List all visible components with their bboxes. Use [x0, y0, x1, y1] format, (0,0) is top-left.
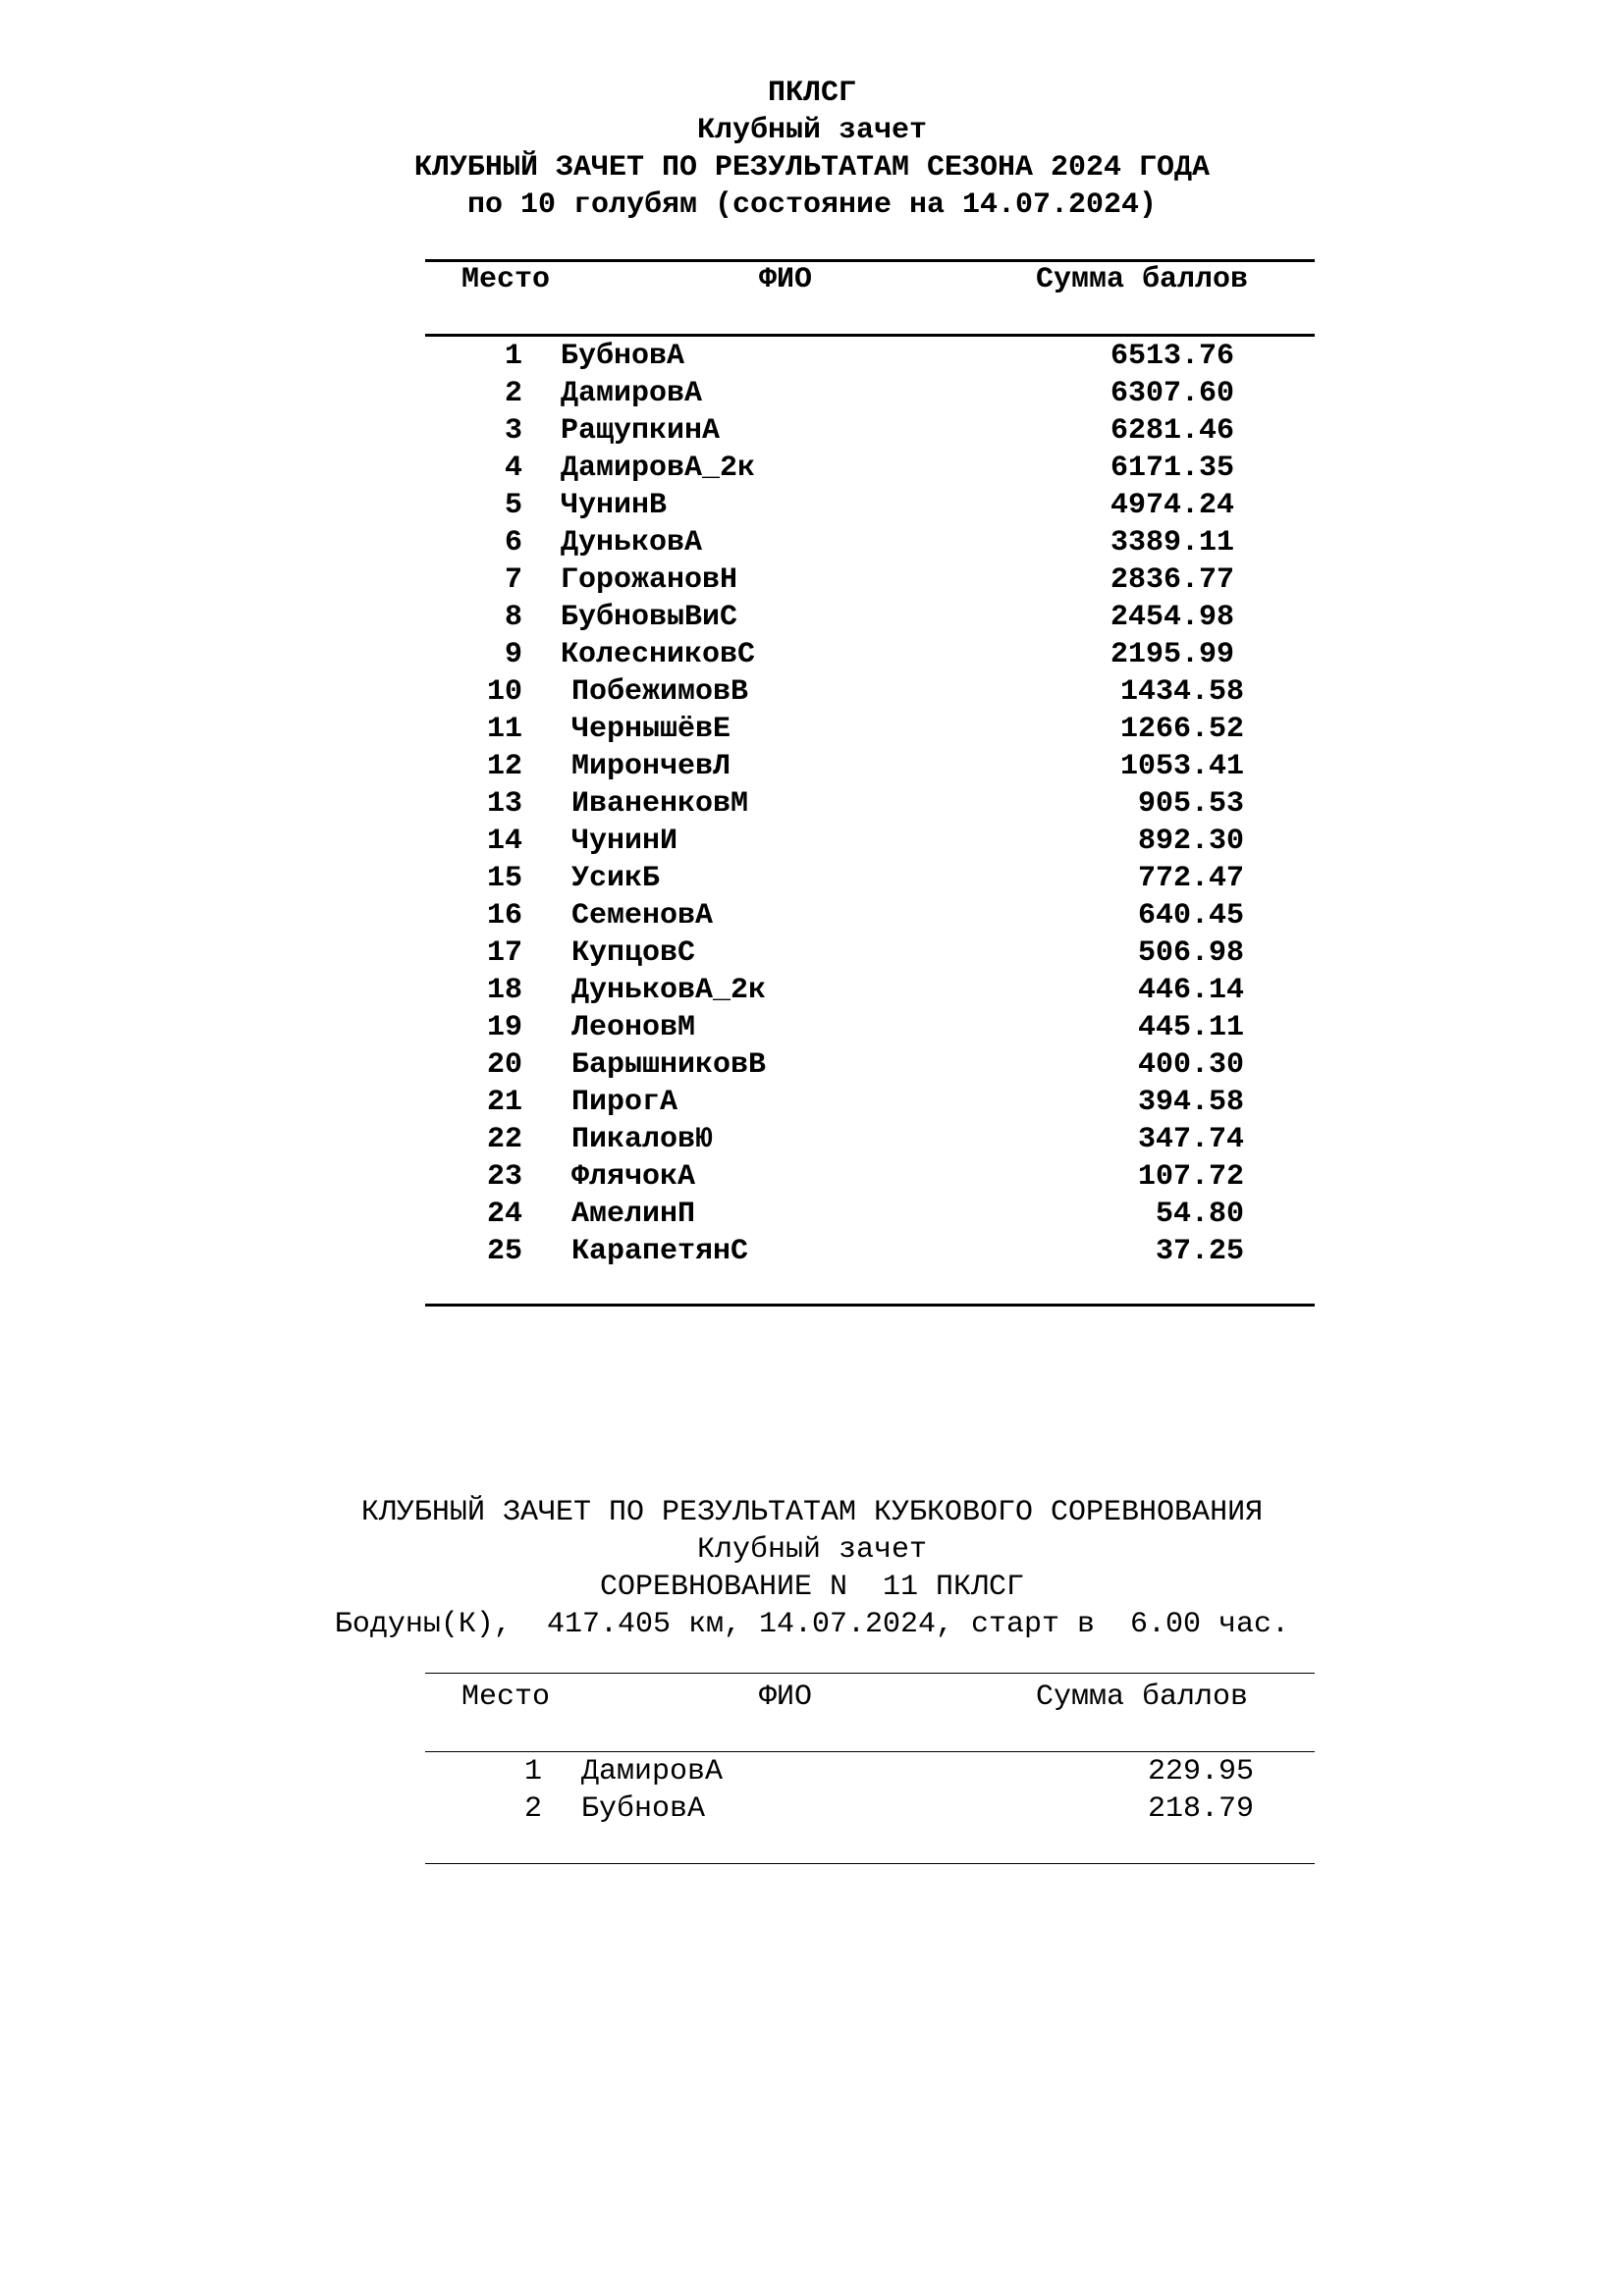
- row-score: 6281.46: [1110, 414, 1234, 448]
- row-score: 772.47: [1137, 862, 1244, 895]
- row-place: 3: [504, 414, 522, 448]
- table-row: [0, 934, 1624, 972]
- row-place: 21: [486, 1086, 522, 1119]
- row-score: 506.98: [1137, 936, 1244, 970]
- row-place: 18: [486, 974, 522, 1007]
- row-place: 16: [486, 899, 522, 933]
- table-row: [0, 1046, 1624, 1084]
- row-place: 7: [504, 563, 522, 597]
- row-name: ДамировА: [581, 1755, 724, 1789]
- row-score: 229.95: [1147, 1755, 1254, 1789]
- row-score: 905.53: [1137, 787, 1244, 821]
- row-name: ИваненковМ: [571, 787, 749, 821]
- row-score: 347.74: [1137, 1123, 1244, 1156]
- row-place: 8: [504, 601, 522, 634]
- row-name: КолесниковС: [561, 638, 756, 671]
- table-row: [0, 1158, 1624, 1196]
- row-place: 17: [486, 936, 522, 970]
- row-name: ЧунинВ: [561, 489, 668, 522]
- row-name: УсикБ: [571, 862, 661, 895]
- table-row: [0, 823, 1624, 860]
- table-row: [0, 561, 1624, 599]
- row-score: 2454.98: [1110, 601, 1234, 634]
- row-score: 107.72: [1137, 1160, 1244, 1194]
- row-score: 2836.77: [1110, 563, 1234, 597]
- table-row: [0, 897, 1624, 934]
- row-name: ДамировА: [561, 377, 703, 410]
- row-name: ПирогА: [571, 1086, 678, 1119]
- table-row: [0, 1753, 1624, 1790]
- row-place: 6: [504, 526, 522, 560]
- row-name: ГорожановН: [561, 563, 738, 597]
- table-row: [0, 1790, 1624, 1828]
- row-place: 1: [523, 1755, 542, 1789]
- table-row: [0, 375, 1624, 412]
- table-row: [0, 711, 1624, 748]
- table-bottom-rule: [425, 1304, 1315, 1307]
- row-score: 394.58: [1137, 1086, 1244, 1119]
- row-place: 9: [504, 638, 522, 671]
- row-place: 2: [504, 377, 522, 410]
- competition-details-line: Бодуны(К), 417.405 км, 14.07.2024, старт в 6.00 час.: [334, 1608, 1290, 1641]
- row-place: 22: [486, 1123, 522, 1156]
- table-row: [0, 1009, 1624, 1046]
- row-place: 11: [486, 713, 522, 746]
- row-place: 12: [486, 750, 522, 783]
- table-row: [0, 785, 1624, 823]
- row-place: 20: [486, 1048, 522, 1082]
- row-score: 37.25: [1155, 1235, 1244, 1268]
- row-name: КупцовС: [571, 936, 696, 970]
- row-name: ФлячокА: [571, 1160, 696, 1194]
- row-score: 6513.76: [1110, 340, 1234, 373]
- table-row: [0, 524, 1624, 561]
- row-name: БубновА: [561, 340, 685, 373]
- row-name: КарапетянС: [571, 1235, 749, 1268]
- row-name: ДуньковА: [561, 526, 703, 560]
- table-row: [0, 599, 1624, 636]
- row-place: 10: [486, 675, 522, 709]
- row-place: 24: [486, 1198, 522, 1231]
- row-score: 54.80: [1155, 1198, 1244, 1231]
- row-score: 892.30: [1137, 825, 1244, 858]
- cup-column-header-name: ФИО: [759, 1681, 813, 1714]
- row-place: 19: [486, 1011, 522, 1044]
- org-title: ПКЛСГ: [767, 77, 856, 110]
- table-row: [0, 860, 1624, 897]
- row-place: 15: [486, 862, 522, 895]
- table-row: [0, 972, 1624, 1009]
- cup-column-header-score: Сумма баллов: [1036, 1681, 1249, 1714]
- table-row: [0, 338, 1624, 375]
- row-name: БубновыВиС: [561, 601, 738, 634]
- row-place: 2: [523, 1792, 542, 1826]
- row-score: 446.14: [1137, 974, 1244, 1007]
- row-score: 6307.60: [1110, 377, 1234, 410]
- row-score: 445.11: [1137, 1011, 1244, 1044]
- row-name: АмелинП: [571, 1198, 696, 1231]
- table-row: [0, 1084, 1624, 1121]
- row-name: БубновА: [581, 1792, 706, 1826]
- column-header-place: Место: [461, 263, 551, 296]
- column-header-name: ФИО: [759, 263, 813, 296]
- cup-header-bottom-rule: [425, 1751, 1315, 1752]
- table-row: [0, 636, 1624, 673]
- cup-table-top-rule: [425, 1673, 1315, 1674]
- table-row: [0, 748, 1624, 785]
- row-score: 2195.99: [1110, 638, 1234, 671]
- header-bottom-rule: [425, 334, 1315, 337]
- table-row: [0, 1121, 1624, 1158]
- row-name: ПикаловЮ: [571, 1123, 714, 1156]
- row-score: 1266.52: [1119, 713, 1244, 746]
- table-row: [0, 1233, 1624, 1270]
- row-place: 23: [486, 1160, 522, 1194]
- row-name: ПобежимовВ: [571, 675, 749, 709]
- row-name: ЧунинИ: [571, 825, 678, 858]
- row-score: 1053.41: [1119, 750, 1244, 783]
- row-place: 1: [504, 340, 522, 373]
- row-score: 4974.24: [1110, 489, 1234, 522]
- row-name: МирончевЛ: [571, 750, 731, 783]
- row-name: ДуньковА_2к: [571, 974, 767, 1007]
- row-score: 218.79: [1147, 1792, 1254, 1826]
- club-standings-subtitle: Клубный зачет: [696, 114, 928, 147]
- row-score: 3389.11: [1110, 526, 1234, 560]
- cup-heading: КЛУБНЫЙ ЗАЧЕТ ПО РЕЗУЛЬТАТАМ КУБКОВОГО СОРЕВНОВАНИЯ: [360, 1496, 1264, 1529]
- row-name: ДамировА_2к: [561, 452, 756, 485]
- row-name: БарышниковВ: [571, 1048, 767, 1082]
- season-condition-line: по 10 голубям (состояние на 14.07.2024): [466, 188, 1158, 222]
- cup-table-bottom-rule: [425, 1863, 1315, 1864]
- table-row: [0, 450, 1624, 487]
- row-place: 13: [486, 787, 522, 821]
- season-heading: КЛУБНЫЙ ЗАЧЕТ ПО РЕЗУЛЬТАТАМ СЕЗОНА 2024 ГОДА: [413, 151, 1211, 185]
- table-row: [0, 412, 1624, 450]
- table-row: [0, 1196, 1624, 1233]
- row-score: 1434.58: [1119, 675, 1244, 709]
- row-place: 5: [504, 489, 522, 522]
- row-place: 25: [486, 1235, 522, 1268]
- row-name: РащупкинА: [561, 414, 721, 448]
- row-place: 4: [504, 452, 522, 485]
- table-row: [0, 487, 1624, 524]
- cup-column-header-place: Место: [461, 1681, 551, 1714]
- table-row: [0, 673, 1624, 711]
- row-score: 6171.35: [1110, 452, 1234, 485]
- row-name: ЧернышёвЕ: [571, 713, 731, 746]
- row-name: СеменовА: [571, 899, 714, 933]
- row-score: 400.30: [1137, 1048, 1244, 1082]
- row-name: ЛеоновМ: [571, 1011, 696, 1044]
- row-place: 14: [486, 825, 522, 858]
- row-score: 640.45: [1137, 899, 1244, 933]
- competition-number-line: СОРЕВНОВАНИЕ N 11 ПКЛСГ: [599, 1571, 1025, 1604]
- column-header-score: Сумма баллов: [1036, 263, 1249, 296]
- cup-subtitle: Клубный зачет: [696, 1533, 928, 1567]
